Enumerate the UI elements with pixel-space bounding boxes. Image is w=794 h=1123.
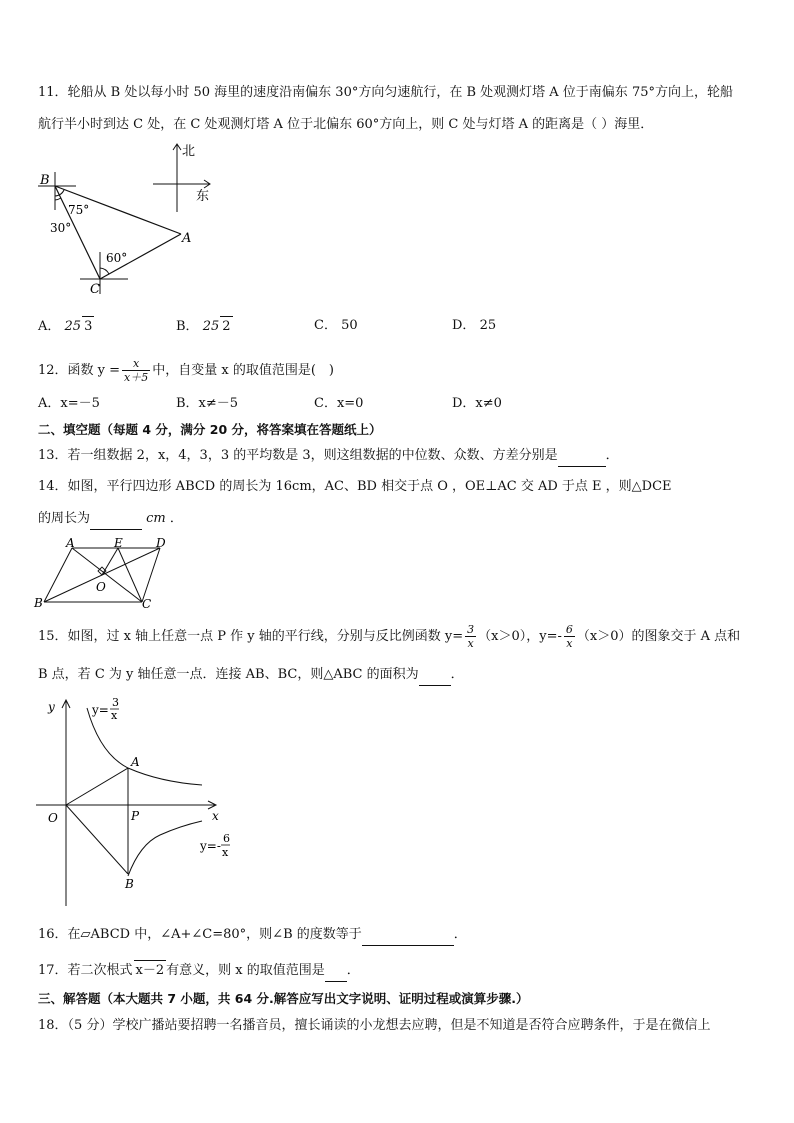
compass-east-label: 东 xyxy=(196,189,210,204)
q15-origin-label: O xyxy=(48,811,58,825)
q14-line2: 的周长为 cm ． xyxy=(38,509,183,530)
q15-graph-figure xyxy=(30,694,240,914)
q14-line1: 14．如图，平行四边形 ABCD 的周长为 16cm，AC、BD 相交于点 O ，OE⊥AC 交 AD 于点 E ，则△DCE xyxy=(38,479,672,494)
q15-curve2-num: 6 xyxy=(223,832,230,845)
q11-figure xyxy=(30,140,220,300)
q15-x-axis-label: x xyxy=(212,809,219,823)
q11-line2: 航行半小时到达 C 处，在 C 处观测灯塔 A 位于北偏东 60°方向上，则 C 处与灯塔 A 的距离是（ ）海里． xyxy=(38,117,654,132)
compass-north-label: 北 xyxy=(182,144,196,159)
q15-answer-blank xyxy=(419,665,451,686)
q15-curve1-den: x xyxy=(111,709,118,722)
q18-stem: 18．（5 分）学校广播站要招聘一名播音员，擅长诵读的小龙想去应聘，但是不知道是否符合应聘条件，于是在微信上 xyxy=(38,1018,711,1033)
q15-line2: B 点，若 C 为 y 轴任意一点．连接 AB、BC，则△ABC 的面积为 ． xyxy=(38,665,464,686)
section-3-heading: 三、解答题（本大题共 7 小题，共 64 分.解答应写出文字说明、证明过程或演算步骤.） xyxy=(38,991,529,1006)
q11-label-b: B xyxy=(40,173,50,188)
q11-option-d: D． 25 xyxy=(452,318,497,333)
q17-answer-blank xyxy=(325,961,347,982)
q12-fraction: $\frac{x}{x+5}$ xyxy=(124,357,149,384)
q11-angle-30: 30° xyxy=(50,221,72,235)
q11-line1: 11．轮船从 B 处以每小时 50 海里的速度沿南偏东 30°方向匀速航行，在 B 处观测灯塔 A 位于南偏东 75°方向上，轮船 xyxy=(38,85,733,100)
q12-option-a: A．x=－5 xyxy=(38,396,100,411)
q17-stem: 17．若二次根式 x－2 有意义，则 x 的取值范围是 ． xyxy=(38,960,360,982)
q15-curve1-num: 3 xyxy=(112,696,119,709)
q13-answer-blank xyxy=(558,446,606,467)
q14-label-c: C xyxy=(142,597,152,611)
q16-stem: 16．在▱ABCD 中，∠A+∠C=80°，则∠B 的度数等于 ． xyxy=(38,925,467,946)
q13-stem: 13．若一组数据 2，x，4，3，3 的平均数是 3，则这组数据的中位数、众数、方差分别是 ． xyxy=(38,446,619,467)
q15-curve2-den: x xyxy=(222,846,229,859)
q15-curve1-label: y= xyxy=(92,703,109,717)
q15-point-b-label: B xyxy=(125,877,134,891)
q15-curve2-label: y=- xyxy=(200,839,221,853)
q11-angle-60: 60° xyxy=(106,251,128,265)
q17-radical: x－2 xyxy=(134,960,167,981)
q12-option-b: B．x≠－5 xyxy=(176,396,239,411)
q14-label-a: A xyxy=(66,536,75,550)
q11-label-c: C xyxy=(90,282,100,297)
q11-label-a: A xyxy=(182,231,192,246)
section-2-heading: 二、填空题（每题 4 分，满分 20 分，将答案填在答题纸上） xyxy=(38,422,382,437)
q14-label-o: O xyxy=(96,580,106,594)
q15-line1: 15．如图，过 x 轴上任意一点 P 作 y 轴的平行线，分别与反比例函数 y= $\frac{3}{x}$ （x＞0），y=- $\frac{6}{x}$ （x＞0）的图象交于 A 点和 xyxy=(38,623,741,650)
q15-point-p-label: P xyxy=(131,809,140,823)
q12-stem: 12．函数 y = $\frac{x}{x+5}$ 中，自变量 x 的取值范围是( ) xyxy=(38,357,334,384)
q16-answer-blank xyxy=(362,925,454,946)
q14-label-b: B xyxy=(34,596,43,610)
q12-option-c: C．x=0 xyxy=(314,396,364,411)
q14-label-e: E xyxy=(114,536,123,550)
q11-option-b: B． 25 2 xyxy=(176,316,233,337)
q12-option-d: D．x≠0 xyxy=(452,396,502,411)
q15-y-axis-label: y xyxy=(48,700,55,714)
q14-answer-blank xyxy=(90,509,142,530)
q11-option-c: C． 50 xyxy=(314,318,358,333)
q11-angle-75: 75° xyxy=(68,203,90,217)
q11-option-a: A． 25 3 xyxy=(38,316,94,337)
q14-parallelogram-figure xyxy=(32,536,172,612)
q15-point-a-label: A xyxy=(131,755,140,769)
q14-label-d: D xyxy=(156,536,166,550)
